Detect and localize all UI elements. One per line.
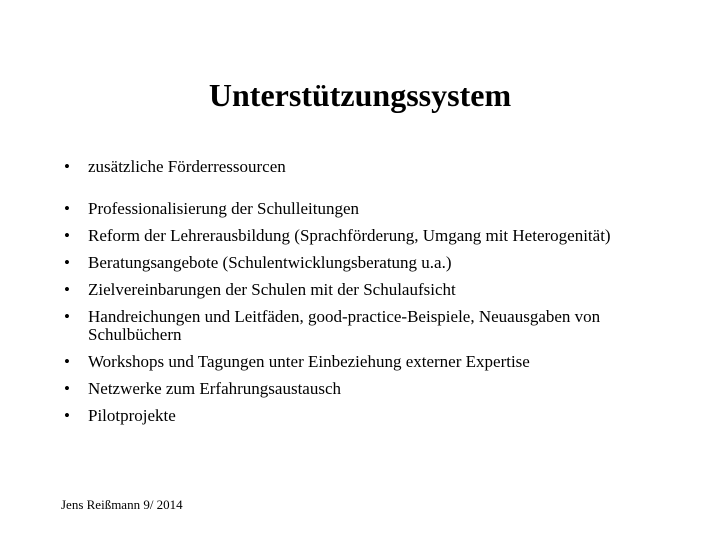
list-item-text: Pilotprojekte	[88, 406, 176, 425]
bullet-icon: •	[64, 226, 70, 245]
list-item	[60, 380, 680, 398]
bullet-icon: •	[64, 406, 70, 425]
list-item	[60, 200, 680, 218]
list-item-text: Netzwerke zum Erfahrungsaustausch	[88, 379, 342, 398]
bullet-icon: •	[64, 307, 70, 326]
list-item	[60, 281, 680, 299]
bullet-icon: •	[64, 352, 70, 371]
list-item	[60, 227, 680, 245]
bullet-icon: •	[64, 157, 70, 176]
list-item-text: Professionalisierung der Schulleitungen	[88, 199, 360, 218]
list-item-text: Reform der Lehrerausbildung (Sprachförderung, Umgang mit Heterogenität)	[88, 226, 611, 245]
bullet-icon: •	[64, 379, 70, 398]
list-item	[60, 158, 680, 176]
list-item-text: Beratungsangebote (Schulentwicklungsberatung u.a.)	[88, 253, 452, 272]
bullet-icon: •	[64, 253, 70, 272]
list-item	[60, 308, 680, 344]
list-item	[60, 353, 680, 371]
list-item	[60, 407, 680, 425]
bullet-icon: •	[64, 280, 70, 299]
bullet-icon: •	[64, 199, 70, 218]
list-item-text: zusätzliche Förderressourcen	[88, 157, 286, 176]
footer-author-date: Jens Reißmann 9/ 2014	[61, 497, 183, 512]
slide-title: Unterstützungssystem	[208, 77, 512, 113]
bullet-list	[60, 158, 680, 434]
list-item-text: Workshops und Tagungen unter Einbeziehung externer Expertise	[88, 352, 530, 371]
list-item-text: Handreichungen und Leitfäden, good-practice-Beispiele, Neuausgaben von Schulbüchern	[88, 307, 601, 344]
list-item	[60, 254, 680, 272]
list-item-text: Zielvereinbarungen der Schulen mit der Schulaufsicht	[88, 280, 456, 299]
